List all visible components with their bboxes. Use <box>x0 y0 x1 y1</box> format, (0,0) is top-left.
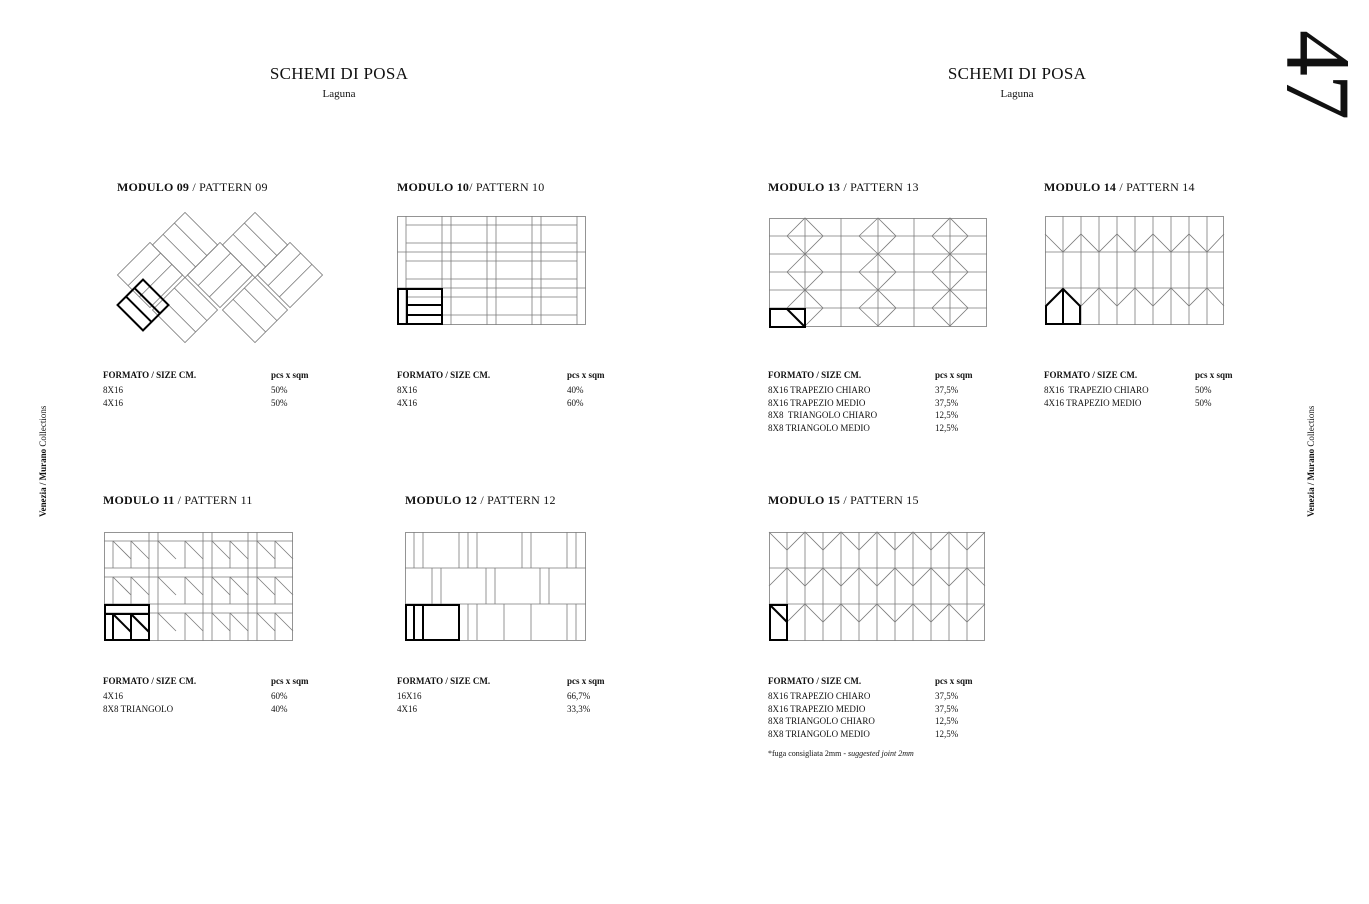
table-row <box>103 397 288 410</box>
module-label: MODULO 14 <box>1044 180 1117 194</box>
size-cell: 4X16 <box>103 691 123 701</box>
size-cell: 8X16 TRAPEZIO CHIARO <box>768 385 871 395</box>
table-row <box>1044 397 1212 410</box>
pattern-14-diagram <box>1045 216 1227 328</box>
module-10-table <box>397 384 584 409</box>
module-12-heading <box>405 493 556 508</box>
table-header-pcs: pcs x sqm <box>935 370 973 380</box>
module-label: MODULO 15 <box>768 493 841 507</box>
pattern-10-diagram <box>397 216 587 326</box>
pattern-label: / PATTERN 14 <box>1116 180 1195 194</box>
size-cell: 8X16 <box>397 385 417 395</box>
module-11-heading <box>103 493 253 508</box>
table-row <box>768 422 958 435</box>
size-cell: 8X16 TRAPEZIO MEDIO <box>768 703 866 714</box>
size-cell: 16X16 <box>397 691 422 701</box>
table-header-pcs: pcs x sqm <box>567 370 605 380</box>
pcs-cell: 12,5% <box>935 422 959 433</box>
left-page-title: SCHEMI DI POSA <box>269 64 409 83</box>
size-cell: 4X16 <box>103 397 123 408</box>
table-row <box>103 703 288 716</box>
module-label: MODULO 09 <box>117 180 190 194</box>
right-page-title: SCHEMI DI POSA <box>947 64 1087 83</box>
joint-note <box>768 749 914 758</box>
pcs-cell: 40% <box>271 703 288 714</box>
size-cell: 4X16 TRAPEZIO MEDIO <box>1044 397 1142 408</box>
module-15-heading <box>768 493 919 508</box>
size-cell: 8X16 TRAPEZIO CHIARO <box>1044 385 1149 395</box>
side-label-brand: Venezia / Murano <box>1306 448 1316 517</box>
table-header-format: FORMATO / SIZE CM. <box>397 676 491 686</box>
pattern-label: / PATTERN 13 <box>840 180 919 194</box>
pcs-cell: 60% <box>271 691 288 701</box>
table-header-format: FORMATO / SIZE CM. <box>397 370 491 380</box>
note-italic: suggested joint 2mm <box>847 749 914 758</box>
module-label: MODULO 11 <box>103 493 175 507</box>
side-label-collections: Collections <box>1306 405 1316 449</box>
table-header-format: FORMATO / SIZE CM. <box>768 370 862 380</box>
pattern-label: / PATTERN 15 <box>840 493 919 507</box>
module-label: MODULO 12 <box>405 493 478 507</box>
pcs-cell: 12,5% <box>935 410 959 420</box>
page-number: 47 <box>1267 30 1369 118</box>
pcs-cell: 37,5% <box>935 385 959 395</box>
pcs-cell: 40% <box>567 385 584 395</box>
table-header-pcs: pcs x sqm <box>271 676 309 686</box>
side-label-right <box>1306 406 1316 517</box>
size-cell: 8X16 TRAPEZIO CHIARO <box>768 691 871 701</box>
table-row <box>103 690 288 703</box>
table-header-format: FORMATO / SIZE CM. <box>103 370 197 380</box>
side-label-brand: Venezia / Murano <box>38 448 48 517</box>
pcs-cell: 33,3% <box>567 703 591 714</box>
pattern-09-diagram <box>100 210 340 350</box>
module-label: MODULO 13 <box>768 180 841 194</box>
table-row <box>397 690 590 703</box>
note-text: *fuga consigliata 2mm - <box>768 749 848 758</box>
size-cell: 8X16 TRAPEZIO MEDIO <box>768 397 866 408</box>
module-10-heading <box>397 180 544 195</box>
pattern-12-diagram <box>405 532 587 642</box>
table-header-pcs: pcs x sqm <box>271 370 309 380</box>
table-row <box>768 703 958 716</box>
table-row <box>1044 384 1212 397</box>
table-row <box>397 397 584 410</box>
module-09-table <box>103 384 288 409</box>
pcs-cell: 12,5% <box>935 716 959 726</box>
pattern-11-diagram <box>104 532 294 642</box>
pcs-cell: 37,5% <box>935 703 959 714</box>
pattern-15-diagram <box>769 532 989 644</box>
right-page-subtitle: Laguna <box>1000 88 1034 100</box>
module-13-heading <box>768 180 919 195</box>
pcs-cell: 50% <box>271 397 288 408</box>
module-14-table <box>1044 384 1212 409</box>
table-row <box>768 690 958 703</box>
size-cell: 8X8 TRIANGOLO MEDIO <box>768 728 870 739</box>
table-header-pcs: pcs x sqm <box>1195 370 1233 380</box>
size-cell: 8X8 TRIANGOLO <box>103 703 174 714</box>
side-label-left <box>38 406 48 517</box>
table-header-pcs: pcs x sqm <box>567 676 605 686</box>
pcs-cell: 50% <box>271 385 288 395</box>
table-row <box>103 384 288 397</box>
module-label: MODULO 10 <box>397 180 470 194</box>
pattern-13-diagram <box>769 218 989 330</box>
module-15-table <box>768 690 958 740</box>
size-cell: 8X8 TRIANGOLO MEDIO <box>768 422 870 433</box>
table-row <box>768 397 958 410</box>
pattern-label: / PATTERN 11 <box>174 493 253 507</box>
table-row <box>768 384 958 397</box>
pcs-cell: 37,5% <box>935 397 959 408</box>
table-row <box>397 703 590 716</box>
table-row <box>768 715 958 728</box>
pcs-cell: 66,7% <box>567 691 591 701</box>
pcs-cell: 50% <box>1195 385 1212 395</box>
pcs-cell: 37,5% <box>935 691 959 701</box>
pcs-cell: 50% <box>1195 397 1212 408</box>
size-cell: 4X16 <box>397 397 417 408</box>
size-cell: 8X8 TRIANGOLO CHIARO <box>768 410 878 420</box>
size-cell: 8X16 <box>103 385 123 395</box>
module-09-heading <box>117 180 268 195</box>
table-header-pcs: pcs x sqm <box>935 676 973 686</box>
table-row <box>397 384 584 397</box>
module-12-table <box>397 690 590 715</box>
module-13-table <box>768 384 958 434</box>
size-cell: 8X8 TRIANGOLO CHIARO <box>768 716 875 726</box>
module-11-table <box>103 690 288 715</box>
table-header-format: FORMATO / SIZE CM. <box>768 676 862 686</box>
left-page-subtitle: Laguna <box>322 88 356 100</box>
pattern-label: / PATTERN 09 <box>189 180 268 194</box>
table-row <box>768 409 958 422</box>
table-header-format: FORMATO / SIZE CM. <box>103 676 197 686</box>
table-header-format: FORMATO / SIZE CM. <box>1044 370 1138 380</box>
pattern-label: / PATTERN 12 <box>477 493 556 507</box>
side-label-collections: Collections <box>38 405 48 449</box>
pcs-cell: 12,5% <box>935 728 959 739</box>
module-14-heading <box>1044 180 1195 195</box>
pcs-cell: 60% <box>567 397 584 408</box>
table-row <box>768 728 958 741</box>
size-cell: 4X16 <box>397 703 417 714</box>
pattern-label: / PATTERN 10 <box>469 180 545 194</box>
